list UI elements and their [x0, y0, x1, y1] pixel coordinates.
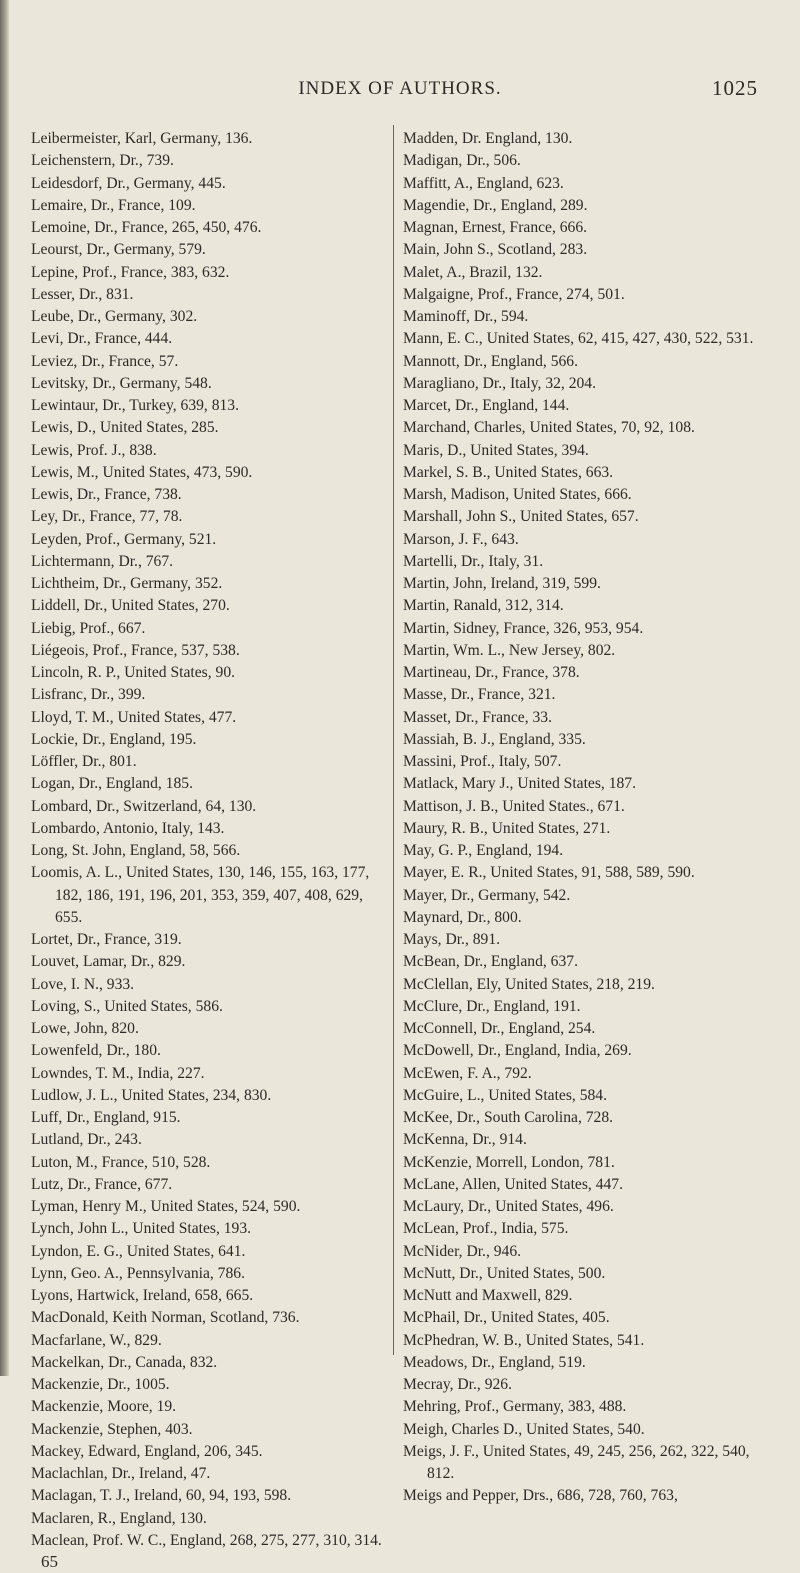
index-entry: Massini, Prof., Italy, 507.: [403, 753, 562, 770]
index-entry: Logan, Dr., England, 185.: [31, 775, 193, 793]
index-entry: Maragliano, Dr., Italy, 32, 204.: [403, 374, 597, 392]
index-entry: Marson, J. F., 643.: [403, 530, 519, 548]
index-entry: Leyden, Prof., Germany, 521.: [31, 530, 217, 548]
index-entry: Luff, Dr., England, 915.: [31, 1109, 181, 1126]
index-entry: McNutt and Maxwell, 829.: [403, 1287, 573, 1304]
index-entry: Mackenzie, Moore, 19.: [31, 1398, 177, 1416]
index-entry: Lowenfeld, Dr., 180.: [31, 1042, 161, 1060]
index-entry: Martin, Wm. L., New Jersey, 802.: [403, 641, 616, 659]
book-binding-edge: [0, 0, 9, 1376]
index-entry: Mackey, Edward, England, 206, 345.: [31, 1442, 263, 1460]
index-entry: Love, I. N., 933.: [31, 975, 135, 993]
index-entry: Liebig, Prof., 667.: [31, 619, 146, 637]
index-entry: Magnan, Ernest, France, 666.: [403, 219, 588, 236]
index-entry: Ley, Dr., France, 77, 78.: [31, 508, 183, 526]
index-entry: Lemoine, Dr., France, 265, 450, 476.: [31, 219, 262, 236]
index-entry: Maclaren, R., England, 130.: [31, 1509, 207, 1527]
index-entry: Lisfranc, Dr., 399.: [31, 686, 146, 704]
index-entry: Lewis, Dr., France, 738.: [31, 486, 182, 503]
index-entry: Mays, Dr., 891.: [403, 931, 501, 948]
index-entry: Lombardo, Antonio, Italy, 143.: [31, 819, 225, 837]
index-entry: Meadows, Dr., England, 519.: [403, 1353, 586, 1371]
index-entry: Lynn, Geo. A., Pennsylvania, 786.: [31, 1264, 245, 1282]
index-entry: Lichtheim, Dr., Germany, 352.: [31, 575, 223, 592]
index-entry: Lutz, Dr., France, 677.: [31, 1175, 173, 1193]
running-head: INDEX OF AUTHORS.: [298, 78, 502, 99]
index-entry: Matlack, Mary J., United States, 187.: [403, 775, 637, 793]
index-entry: Levitsky, Dr., Germany, 548.: [31, 374, 212, 392]
index-entry: Maclagan, T. J., Ireland, 60, 94, 193, 598.: [31, 1487, 292, 1505]
index-entry: Lepine, Prof., France, 383, 632.: [31, 263, 230, 281]
index-entry: Lichtermann, Dr., 767.: [31, 552, 174, 570]
index-entry: Leviez, Dr., France, 57.: [31, 352, 179, 370]
index-entry: McConnell, Dr., England, 254.: [403, 1020, 596, 1037]
index-entry: Levi, Dr., France, 444.: [31, 330, 173, 348]
index-entry: McDowell, Dr., England, India, 269.: [403, 1042, 632, 1060]
index-entry: McNutt, Dr., United States, 500.: [403, 1264, 606, 1282]
index-entry: Lincoln, R. P., United States, 90.: [31, 664, 236, 681]
index-entry: Maffitt, A., England, 623.: [403, 174, 564, 192]
index-entry: Liddell, Dr., United States, 270.: [31, 597, 230, 615]
index-entry: Madden, Dr. England, 130.: [403, 130, 573, 147]
index-entry: Malet, A., Brazil, 132.: [403, 263, 543, 281]
index-entry: McKee, Dr., South Carolina, 728.: [403, 1109, 614, 1126]
index-entry: Maminoff, Dr., 594.: [403, 308, 529, 325]
index-entry: Lutland, Dr., 243.: [31, 1131, 142, 1149]
index-entry: McPhedran, W. B., United States, 541.: [403, 1331, 645, 1349]
index-entry: Maclean, Prof. W. C., England, 268, 275, 277, 310, 314.: [31, 1531, 382, 1549]
index-entry: Loving, S., United States, 586.: [31, 997, 223, 1015]
page-number: 1025: [712, 76, 758, 100]
left-column: [31, 128, 383, 1573]
index-entry: Lewintaur, Dr., Turkey, 639, 813.: [31, 397, 240, 414]
index-entry: McLaury, Dr., United States, 496.: [403, 1198, 614, 1215]
index-entry: Martin, John, Ireland, 319, 599.: [403, 575, 601, 592]
index-entry: Maclachlan, Dr., Ireland, 47.: [31, 1465, 211, 1482]
index-entry: MacDonald, Keith Norman, Scotland, 736.: [31, 1309, 300, 1327]
index-entry: Marcet, Dr., England, 144.: [403, 397, 570, 414]
index-entry: May, G. P., England, 194.: [403, 842, 564, 859]
index-entry: McLean, Prof., India, 575.: [403, 1220, 569, 1238]
index-entry: Lloyd, T. M., United States, 477.: [31, 708, 237, 726]
index-entry: Lowe, John, 820.: [31, 1020, 139, 1037]
right-column: [403, 128, 767, 1508]
index-entry: McGuire, L., United States, 584.: [403, 1086, 607, 1104]
index-entry: Macfarlane, W., 829.: [31, 1331, 162, 1349]
index-entry: Louvet, Lamar, Dr., 829.: [31, 953, 186, 971]
index-entry: McKenzie, Morrell, London, 781.: [403, 1153, 615, 1171]
index-entry: Marsh, Madison, United States, 666.: [403, 486, 632, 503]
index-entry: Lewis, Prof. J., 838.: [31, 441, 157, 459]
index-entry: Magendie, Dr., England, 289.: [403, 196, 588, 214]
index-entry: Maris, D., United States, 394.: [403, 441, 589, 459]
index-entry: Meigs, J. F., United States, 49, 245, 256, 262, 322, 540, 812.: [403, 1442, 750, 1482]
index-entry: Mayer, E. R., United States, 91, 588, 589, 590.: [403, 864, 695, 882]
index-entry: Leube, Dr., Germany, 302.: [31, 308, 198, 325]
column-divider: [393, 125, 394, 1355]
index-entry: Loomis, A. L., United States, 130, 146, 155, 163, 177, 182, 186, 191, 196, 201, 353, 359, 407, 408, 629, 655.: [31, 864, 370, 926]
index-entry: Lortet, Dr., France, 319.: [31, 931, 182, 948]
index-entry: Masse, Dr., France, 321.: [403, 686, 556, 704]
index-entry: Lyndon, E. G., United States, 641.: [31, 1242, 246, 1260]
index-entry: Marchand, Charles, United States, 70, 92, 108.: [403, 419, 695, 437]
index-entry: McBean, Dr., England, 637.: [403, 953, 578, 971]
index-entry: Leichenstern, Dr., 739.: [31, 152, 174, 170]
index-entry: Lynch, John L., United States, 193.: [31, 1220, 252, 1238]
index-entry: Liégeois, Prof., France, 537, 538.: [31, 641, 240, 659]
index-entry: McNider, Dr., 946.: [403, 1242, 522, 1260]
index-entry: Lemaire, Dr., France, 109.: [31, 196, 196, 214]
index-entry: Maynard, Dr., 800.: [403, 908, 522, 926]
index-entry: Masset, Dr., France, 33.: [403, 708, 552, 726]
index-entry: Lyons, Hartwick, Ireland, 658, 665.: [31, 1287, 254, 1304]
index-entry: Lombard, Dr., Switzerland, 64, 130.: [31, 797, 257, 815]
index-entry: Luton, M., France, 510, 528.: [31, 1153, 211, 1171]
index-entry: McPhail, Dr., United States, 405.: [403, 1309, 610, 1327]
index-entry: Lewis, D., United States, 285.: [31, 419, 219, 437]
index-entry: Markel, S. B., United States, 663.: [403, 463, 614, 481]
index-entry: Madigan, Dr., 506.: [403, 152, 521, 170]
index-entry: Malgaigne, Prof., France, 274, 501.: [403, 285, 625, 303]
index-entry: Lewis, M., United States, 473, 590.: [31, 463, 253, 481]
index-entry: Meigs and Pepper, Drs., 686, 728, 760, 763,: [403, 1487, 678, 1505]
index-entry: Martin, Sidney, France, 326, 953, 954.: [403, 619, 644, 637]
index-entry: Leidesdorf, Dr., Germany, 445.: [31, 174, 226, 192]
index-entry: Mackenzie, Stephen, 403.: [31, 1420, 193, 1438]
index-entry: Mecray, Dr., 926.: [403, 1376, 512, 1393]
index-entry: Main, John S., Scotland, 283.: [403, 241, 588, 259]
index-entry: Massiah, B. J., England, 335.: [403, 730, 586, 748]
index-entry: McEwen, F. A., 792.: [403, 1064, 532, 1082]
index-entry: Leibermeister, Karl, Germany, 136.: [31, 130, 253, 147]
index-entry: Martin, Ranald, 312, 314.: [403, 597, 564, 615]
index-entry: Mackenzie, Dr., 1005.: [31, 1376, 170, 1393]
index-entry: Ludlow, J. L., United States, 234, 830.: [31, 1086, 272, 1104]
index-entry: Maury, R. B., United States, 271.: [403, 819, 611, 837]
index-entry: Mattison, J. B., United States., 671.: [403, 797, 625, 815]
index-entry: McClure, Dr., England, 191.: [403, 997, 581, 1015]
index-entry: McLane, Allen, United States, 447.: [403, 1175, 624, 1193]
index-entry: Martineau, Dr., France, 378.: [403, 664, 580, 681]
index-entry: McKenna, Dr., 914.: [403, 1131, 527, 1149]
index-entry: Lowndes, T. M., India, 227.: [31, 1064, 205, 1082]
index-entry: Long, St. John, England, 58, 566.: [31, 842, 241, 859]
index-entry: Meigh, Charles D., United States, 540.: [403, 1420, 645, 1438]
index-entry: Mackelkan, Dr., Canada, 832.: [31, 1353, 218, 1371]
index-entry: Lesser, Dr., 831.: [31, 285, 134, 303]
index-entry: Mann, E. C., United States, 62, 415, 427, 430, 522, 531.: [403, 330, 754, 348]
index-entry: Martelli, Dr., Italy, 31.: [403, 552, 544, 570]
page-header: [0, 78, 800, 108]
index-entry: Leourst, Dr., Germany, 579.: [31, 241, 206, 259]
index-entry: Marshall, John S., United States, 657.: [403, 508, 639, 526]
index-entry: Mehring, Prof., Germany, 383, 488.: [403, 1398, 627, 1416]
index-entry: Mannott, Dr., England, 566.: [403, 352, 578, 370]
index-entry: Mayer, Dr., Germany, 542.: [403, 886, 571, 904]
index-entry: Löffler, Dr., 801.: [31, 753, 137, 770]
index-entry: McClellan, Ely, United States, 218, 219.: [403, 975, 655, 993]
index-entry: Lyman, Henry M., United States, 524, 590.: [31, 1198, 301, 1215]
index-entry: Lockie, Dr., England, 195.: [31, 730, 197, 748]
signature-mark: 65: [41, 1552, 58, 1571]
